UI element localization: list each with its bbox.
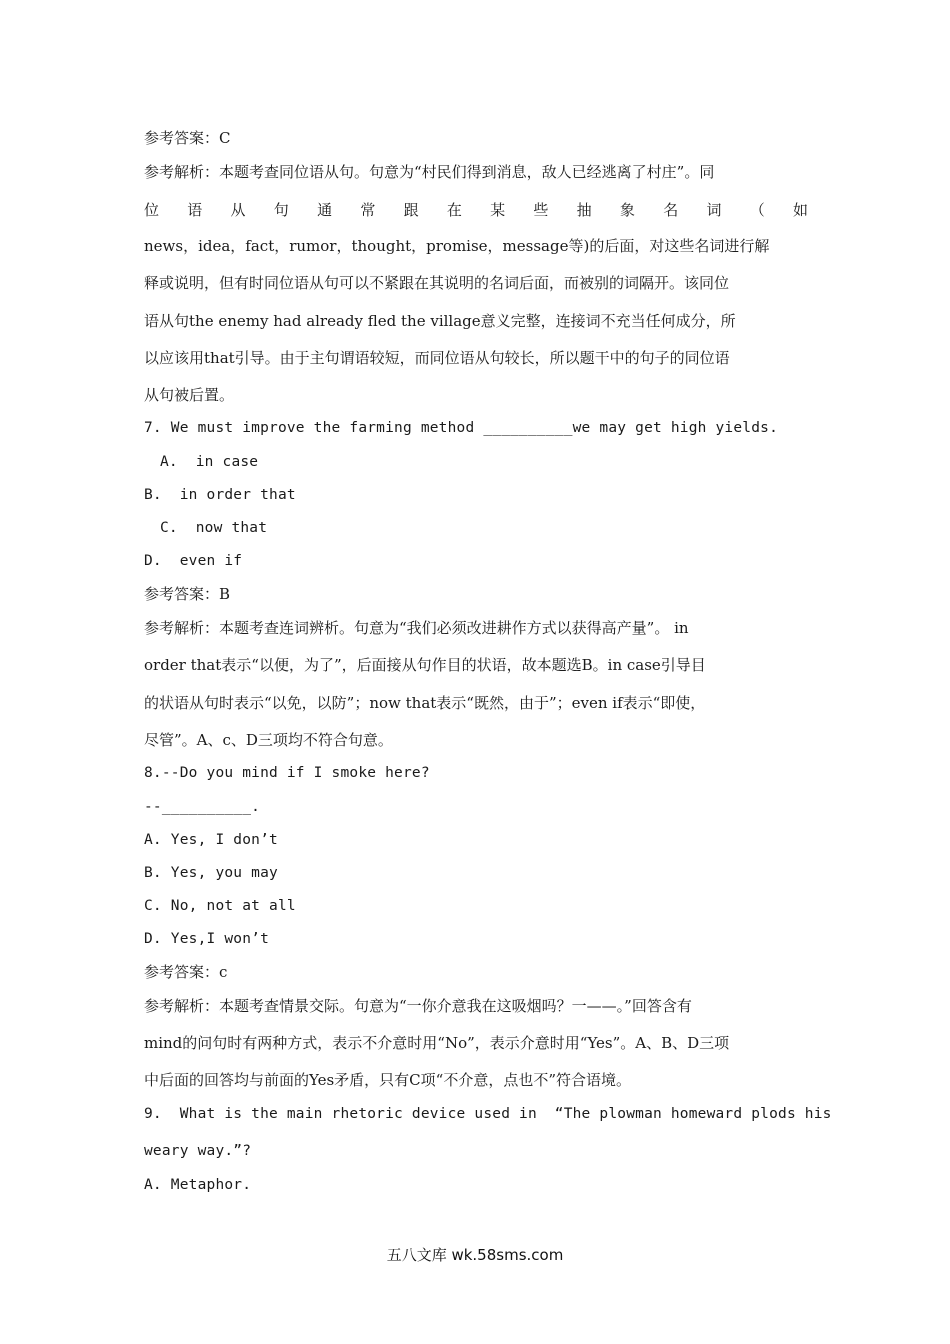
spread-char: 从 bbox=[230, 201, 246, 219]
spread-char: 常 bbox=[360, 201, 376, 219]
analysis-line: 的状语从句时表示“以免，以防”；now that表示“既然，由于”；even if表示“即使， bbox=[144, 694, 706, 712]
analysis-line: 参考解析：本题考查连词辨析。句意为“我们必须改进耕作方式以获得高产量”。 in bbox=[144, 619, 689, 637]
question-8-blank: --__________. bbox=[144, 799, 261, 815]
option-d: D. Yes,I won’t bbox=[144, 931, 270, 947]
spread-char: 某 bbox=[490, 201, 506, 219]
analysis-line: 释或说明，但有时同位语从句可以不紧跟在其说明的名词后面，而被别的词隔开。该同位 bbox=[144, 274, 730, 292]
answer-line: 参考答案：c bbox=[144, 963, 228, 981]
answer-line: 参考答案：C bbox=[144, 129, 231, 147]
spread-char: 跟 bbox=[403, 201, 419, 219]
spread-char: 如 bbox=[792, 201, 808, 219]
spread-char: 位 bbox=[144, 201, 160, 219]
analysis-line: 以应该用that引导。由于主句谓语较短，而同位语从句较长，所以题干中的句子的同位语 bbox=[144, 349, 730, 367]
analysis-line: 中后面的回答均与前面的Yes矛盾，只有C项“不介意，点也不”符合语境。 bbox=[144, 1071, 631, 1089]
option-c: C. No, not at all bbox=[144, 898, 296, 914]
spread-char: 词 bbox=[706, 201, 722, 219]
option-a: A. Metaphor. bbox=[144, 1177, 252, 1193]
analysis-line: 从句被后置。 bbox=[144, 386, 235, 404]
spread-char: 象 bbox=[619, 201, 635, 219]
option-c: C. now that bbox=[160, 520, 268, 536]
question-7-stem: 7. We must improve the farming method __________we may get high yields. bbox=[144, 420, 779, 436]
footer-watermark: 五八文库 wk.58sms.com bbox=[386, 1246, 564, 1264]
spread-char: 通 bbox=[317, 201, 333, 219]
spread-char: 在 bbox=[446, 201, 462, 219]
spread-char: （ bbox=[749, 201, 765, 219]
answer-line: 参考答案：B bbox=[144, 585, 231, 603]
spread-char: 些 bbox=[533, 201, 549, 219]
analysis-line: 语从句the enemy had already fled the village意义完整，连接词不充当任何成分，所 bbox=[144, 312, 736, 330]
spread-char: 名 bbox=[663, 201, 679, 219]
question-8-stem: 8.--Do you mind if I smoke here? bbox=[144, 765, 430, 781]
analysis-line: order that表示“以便，为了”，后面接从句作目的状语，故本题选B。in case引导目 bbox=[144, 656, 706, 674]
option-b: B. Yes, you may bbox=[144, 865, 278, 881]
analysis-line-spread bbox=[144, 200, 808, 220]
analysis-line: 参考解析：本题考查情景交际。句意为“一你介意我在这吸烟吗？一——。”回答含有 bbox=[144, 997, 692, 1015]
spread-char: 语 bbox=[187, 201, 203, 219]
analysis-line: mind的问句时有两种方式，表示不介意时用“No”，表示介意时用“Yes”。A、B、D三项 bbox=[144, 1034, 730, 1052]
spread-char: 抽 bbox=[576, 201, 592, 219]
question-9-stem-cont: weary way.”? bbox=[144, 1143, 252, 1159]
analysis-line: news，idea，fact，rumor，thought，promise，message等)的后面，对这些名词进行解 bbox=[144, 237, 770, 255]
option-a: A. in case bbox=[160, 454, 259, 470]
spread-char: 句 bbox=[273, 201, 289, 219]
option-b: B. in order that bbox=[144, 487, 296, 503]
option-d: D. even if bbox=[144, 553, 243, 569]
analysis-line: 参考解析：本题考查同位语从句。句意为“村民们得到消息，敌人已经逃离了村庄”。同 bbox=[144, 163, 715, 181]
analysis-line: 尽管”。A、c、D三项均不符合句意。 bbox=[144, 731, 393, 749]
option-a: A. Yes, I don’t bbox=[144, 832, 278, 848]
question-9-stem: 9. What is the main rhetoric device used in “The plowman homeward plods his bbox=[144, 1106, 832, 1122]
